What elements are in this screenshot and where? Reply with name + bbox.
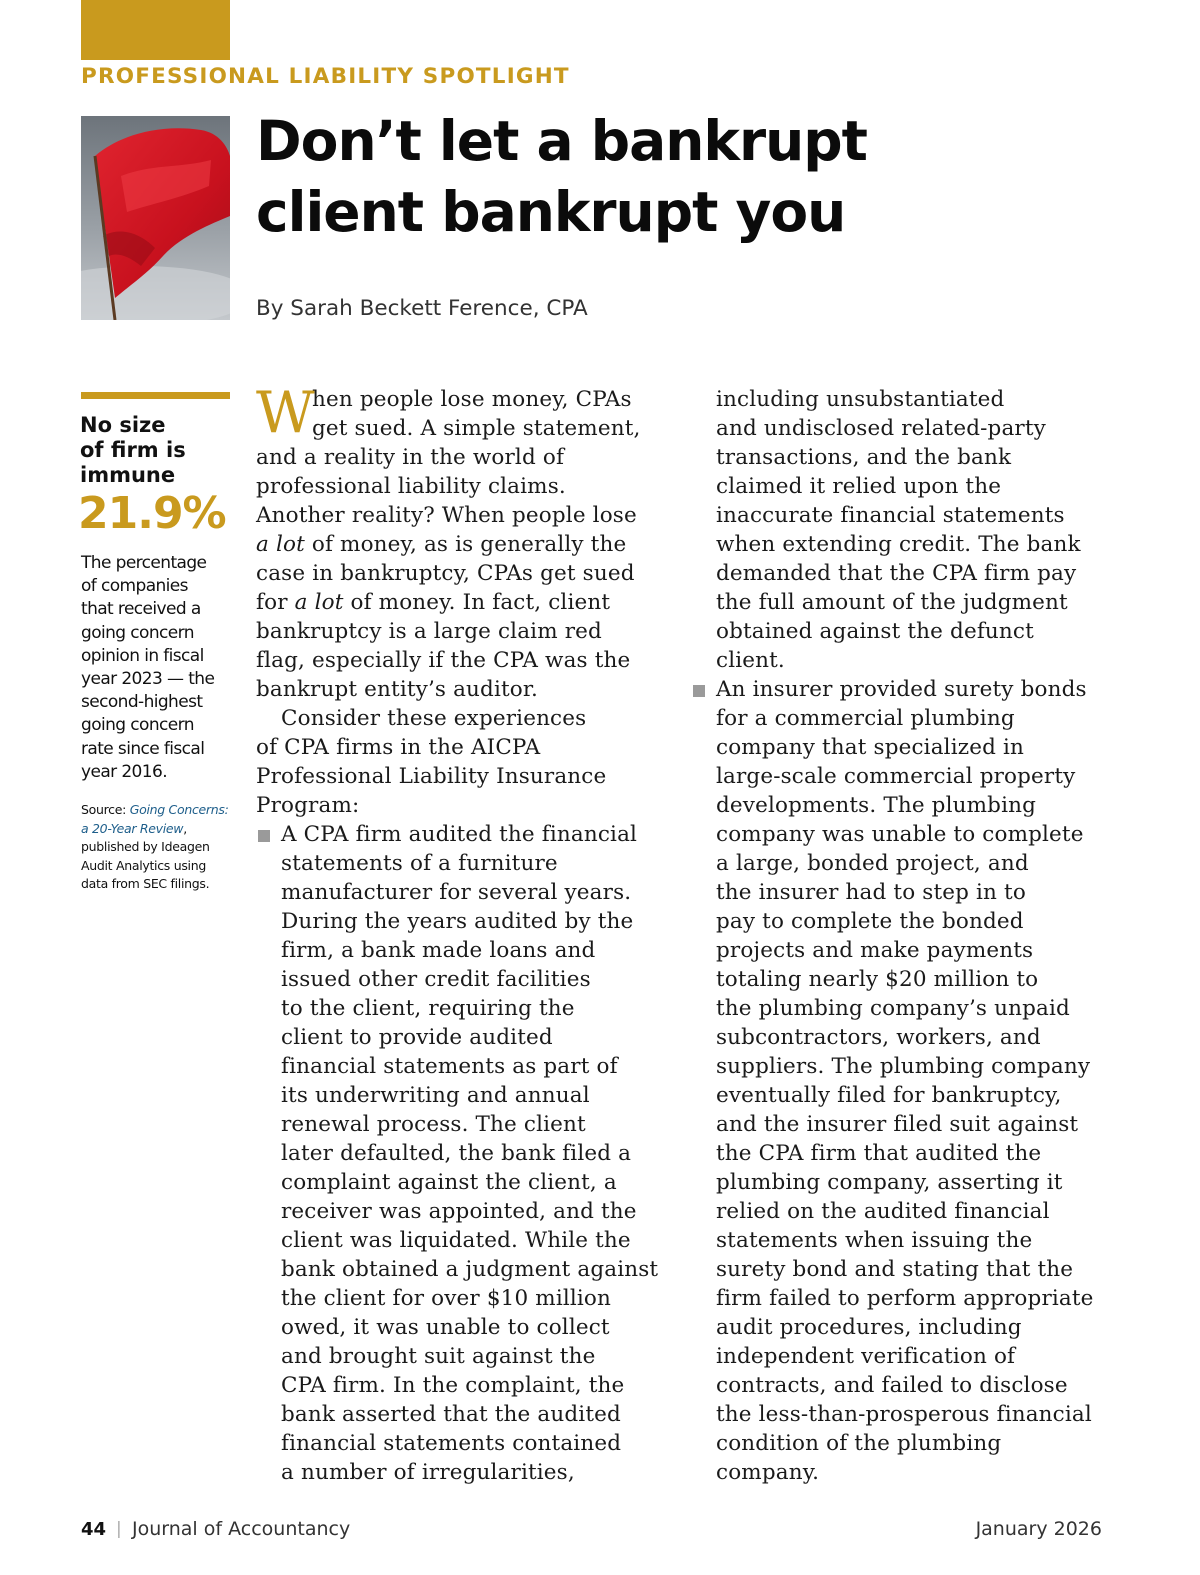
body-line: client to provide audited [281, 1025, 553, 1050]
article-title [256, 106, 867, 248]
body-line: A CPA firm audited the financial [281, 822, 638, 847]
body-line: flag, especially if the CPA was the [256, 648, 631, 673]
sidebar-description [81, 552, 231, 784]
body-line: claimed it relied upon the [716, 474, 1002, 499]
source-text: Audit Analytics using [81, 857, 206, 873]
body-line: get sued. A simple statement, [312, 416, 641, 441]
body-line: bank asserted that the audited [281, 1402, 621, 1427]
body-line: issued other credit facilities [281, 967, 591, 992]
square-bullet-icon [693, 685, 705, 697]
body-line: Consider these experiences [281, 706, 587, 731]
body-line: inaccurate financial statements [716, 503, 1065, 528]
body-line: the insurer had to step in to [716, 880, 1026, 905]
article-column-1 [256, 380, 659, 1487]
body-line: totaling nearly $20 million to [716, 967, 1039, 992]
sidebar-gold-rule [81, 392, 230, 399]
body-line: company was unable to complete [716, 822, 1084, 847]
body-line: a number of irregularities, [281, 1460, 575, 1485]
square-bullet-icon [258, 830, 270, 842]
body-line: An insurer provided surety bonds [716, 677, 1087, 702]
body-line: obtained against the defunct [716, 619, 1034, 644]
body-line: owed, it was unable to collect [281, 1315, 610, 1340]
body-line: transactions, and the bank [716, 445, 1012, 470]
body-line: eventually filed for bankruptcy, [716, 1083, 1062, 1108]
body-line: professional liability claims. [256, 474, 566, 499]
emphasis: a lot [294, 590, 344, 615]
sidebar-heading-line: No size [80, 413, 166, 437]
body-line: Another reality? When people lose [256, 503, 637, 528]
body-line: bankrupt entity’s auditor. [256, 677, 538, 702]
source-text: , [183, 820, 187, 836]
emphasis: a lot [256, 532, 305, 557]
body-line: surety bond and stating that the [716, 1257, 1074, 1282]
body-line: subcontractors, workers, and [716, 1025, 1041, 1050]
body-line: bankruptcy is a large claim red [256, 619, 602, 644]
sidebar-desc-line: second-highest [81, 692, 203, 713]
body-line: renewal process. The client [281, 1112, 586, 1137]
sidebar-source [81, 801, 231, 894]
body-line: when extending credit. The bank [716, 532, 1081, 557]
issue-date: January 2026 [975, 1518, 1102, 1540]
page-number: 44 [81, 1519, 107, 1540]
body-line: demanded that the CPA firm pay [716, 561, 1077, 586]
body-line: and undisclosed related-party [716, 416, 1046, 441]
source-label: Source: [81, 802, 130, 817]
body-line: including unsubstantiated [716, 387, 1005, 412]
red-flag-photo [81, 116, 230, 320]
body-line: pay to complete the bonded [716, 909, 1024, 934]
body-line: and the insurer filed suit against [716, 1112, 1079, 1137]
body-line: the plumbing company’s unpaid [716, 996, 1070, 1021]
sidebar-desc-line: year 2023 — the [81, 669, 215, 690]
body-line: hen people lose money, CPAs [312, 387, 632, 412]
sidebar-desc-line: rate since fiscal [81, 738, 205, 759]
body-line: and a reality in the world of [256, 445, 565, 470]
body-line: case in bankruptcy, CPAs get sued [256, 561, 635, 586]
body-line: financial statements contained [281, 1431, 622, 1456]
title-line-1: Don’t let a bankrupt [256, 109, 867, 173]
body-line: firm, a bank made loans and [281, 938, 596, 963]
body-line: bank obtained a judgment against [281, 1257, 659, 1282]
sidebar-desc-line: year 2016. [81, 761, 167, 782]
body-line: for a lot of money. In fact, client [256, 590, 611, 615]
body-line: projects and make payments [716, 938, 1034, 963]
body-line: relied on the audited financial [716, 1199, 1050, 1224]
source-text: published by Ideagen [81, 839, 210, 854]
sidebar-heading-line: immune [80, 463, 176, 487]
body-line: a large, bonded project, and [716, 851, 1029, 876]
body-line: the less-than-prosperous financial [716, 1402, 1092, 1427]
sidebar-desc-line: of companies [81, 576, 188, 597]
body-line: the client for over $10 million [281, 1286, 612, 1311]
sidebar-heading-line: of firm is [80, 438, 186, 462]
body-line: audit procedures, including [716, 1315, 1022, 1340]
header-gold-block [81, 0, 230, 60]
body-line: later defaulted, the bank filed a [281, 1141, 632, 1166]
body-line: the CPA firm that audited the [716, 1141, 1042, 1166]
sidebar-desc-line: going concern [81, 622, 194, 643]
sidebar-heading [80, 413, 230, 488]
body-line: client was liquidated. While the [281, 1228, 631, 1253]
source-title-link[interactable]: Going Concerns: [129, 802, 229, 817]
body-line: to the client, requiring the [281, 996, 575, 1021]
source-text: data from SEC filings. [81, 876, 210, 891]
body-line: plumbing company, asserting it [716, 1170, 1063, 1195]
body-line: company. [716, 1460, 820, 1485]
body-line: receiver was appointed, and the [281, 1199, 637, 1224]
body-line: During the years audited by the [281, 909, 634, 934]
body-line: suppliers. The plumbing company [716, 1054, 1091, 1079]
body-line: a lot of money, as is generally the [256, 532, 627, 557]
source-title-link[interactable]: a 20-Year Review [81, 820, 184, 836]
sidebar-desc-line: going concern [81, 715, 194, 736]
publication-name: Journal of Accountancy [132, 1518, 351, 1540]
body-line: the full amount of the judgment [716, 590, 1068, 615]
byline: By Sarah Beckett Ference, CPA [256, 296, 588, 321]
bullet-line [716, 675, 1106, 704]
body-line: contracts, and failed to disclose [716, 1373, 1068, 1398]
body-line: condition of the plumbing [716, 1431, 1002, 1456]
sidebar-desc-line: that received a [81, 599, 201, 620]
body-line: of CPA firms in the AICPA [256, 735, 541, 760]
body-line: company that specialized in [716, 735, 1024, 760]
sidebar-desc-line: The percentage [81, 553, 207, 573]
body-line: Professional Liability Insurance [256, 764, 607, 789]
drop-cap: W [256, 380, 315, 446]
body-line: and brought suit against the [281, 1344, 596, 1369]
body-line: statements of a furniture [281, 851, 558, 876]
footer-separator: | [116, 1519, 122, 1539]
body-line: Program: [256, 793, 360, 818]
body-line: independent verification of [716, 1344, 1016, 1369]
section-kicker: PROFESSIONAL LIABILITY SPOTLIGHT [81, 64, 570, 89]
sidebar-statistic: 21.9% [78, 488, 226, 539]
body-line: statements when issuing the [716, 1228, 1033, 1253]
sidebar-desc-line: opinion in fiscal [81, 645, 204, 666]
body-line: complaint against the client, a [281, 1170, 617, 1195]
body-line: firm failed to perform appropriate [716, 1286, 1094, 1311]
body-line: developments. The plumbing [716, 793, 1037, 818]
body-line: financial statements as part of [281, 1054, 618, 1079]
body-line: its underwriting and annual [281, 1083, 590, 1108]
bullet-line [256, 820, 656, 849]
body-line: manufacturer for several years. [281, 880, 632, 905]
red-flag-illustration [81, 116, 230, 320]
body-line: client. [716, 648, 785, 673]
article-column-2 [716, 385, 1106, 1487]
title-line-2: client bankrupt you [256, 180, 846, 244]
body-line: large-scale commercial property [716, 764, 1076, 789]
body-line: CPA firm. In the complaint, the [281, 1373, 625, 1398]
body-line: for a commercial plumbing [716, 706, 1015, 731]
